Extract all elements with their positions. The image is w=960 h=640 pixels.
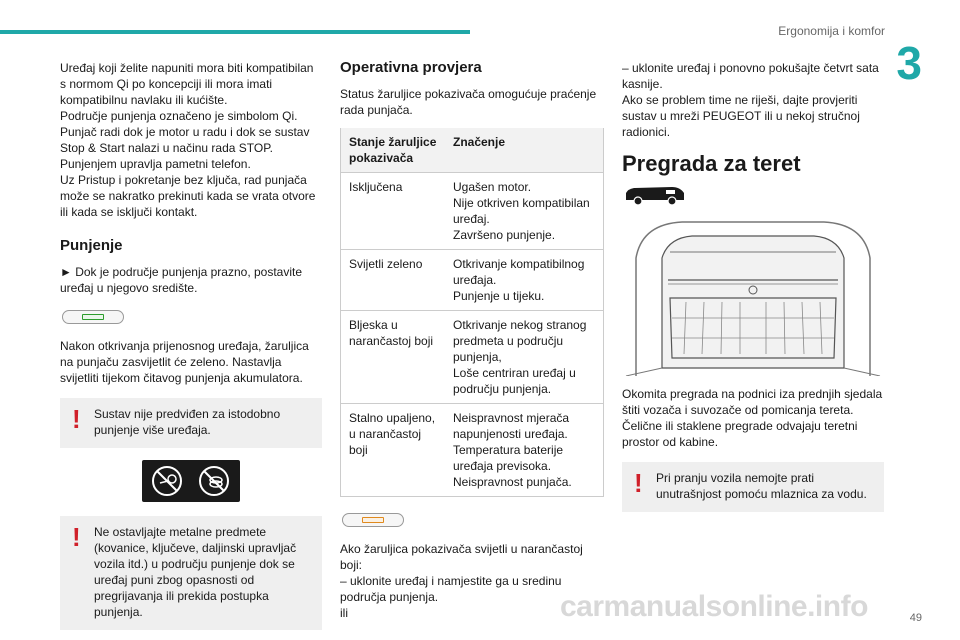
no-metal-objects-pictogram <box>142 460 240 502</box>
table-cell-state: Stalno upaljeno, u narančastoj boji <box>341 404 445 497</box>
status-table <box>341 128 603 496</box>
warning-box-3 <box>622 462 884 512</box>
warning-text-2: Ne ostavljajte metalne predmete (kovanice, ključeve, daljinski upravljač vozila itd.) u području punjenje dok se uređaj puni zbog opasnosti od pregrijavanja ili prekida postupka punjenja. <box>94 525 297 619</box>
exclamation-mark-icon: ! <box>72 522 81 552</box>
no-coins-icon <box>200 467 228 495</box>
warning-text-3: Pri pranju vozila nemojte prati unutrašnjost pomoću mlaznica za vodu. <box>656 471 867 501</box>
orange-led-text: Ako žaruljica pokazivača svijetli u narančastoj boji: – uklonite uređaj i namjestite ga u sredinu područja punjenja. ili <box>340 542 583 620</box>
led-orange-indicator <box>362 517 384 523</box>
check-intro: Status žaruljice pokazivača omogućuje praćenje rada punjača. <box>340 87 597 117</box>
table-row <box>341 404 603 497</box>
table-header-row <box>341 128 603 173</box>
table-cell-meaning: Ugašen motor. Nije otkriven kompatibilan uređaj. Završeno punjenje. <box>445 173 603 250</box>
step-text: ► Dok je područje punjenja prazno, postavite uređaj u njegovo središte. <box>60 265 303 295</box>
cargo-partition-illustration <box>622 218 884 376</box>
charging-pad-icon <box>342 513 404 527</box>
chapter-number: 3 <box>896 37 922 89</box>
heading-operational-check: Operativna provjera <box>340 59 482 76</box>
table-cell-state: Isključena <box>341 173 445 250</box>
retry-text: – uklonite uređaj i ponovno pokušajte četvrt sata kasnije. Ako se problem time ne riješi, dajte provjeriti sustav u mreži PEUGEOT ili u nekoj stručnoj radionici. <box>622 61 879 139</box>
table-cell-meaning: Otkrivanje nekog stranog predmeta u području punjenja, Loše centriran uređaj u području punjenja. <box>445 311 603 404</box>
charging-pad-icon <box>62 310 124 324</box>
warning-text-1: Sustav nije predviđen za istodobno punjenje više uređaja. <box>94 407 281 437</box>
table-cell-state: Bljeska u narančastoj boji <box>341 311 445 404</box>
table-cell-meaning: Otkrivanje kompatibilnog uređaja. Punjenje u tijeku. <box>445 250 603 311</box>
watermark: carmanualsonline.info <box>560 590 868 623</box>
exclamation-mark-icon: ! <box>634 468 643 498</box>
table-row <box>341 311 603 404</box>
table-cell-meaning: Neispravnost mjerača napunjenosti uređaja. Temperatura baterije uređaja previsoka. Neispravnost punjača. <box>445 404 603 497</box>
van-icon <box>622 184 688 206</box>
led-green-text: Nakon otkrivanja prijenosnog uređaja, žaruljica na punjaču zasvijetlit će zeleno. Nastavlja svijetliti tijekom čitavog punjenja akumulatora. <box>60 339 309 385</box>
intro-text: Uređaj koji želite napuniti mora biti kompatibilan s normom Qi po koncepciji ili mora imati kompatibilnu navlaku ili kućište. Područje punjenja označeno je simbolom Qi. Punjač radi dok je motor u radu i dok se sustav Stop & Start nalazi u načinu rada STOP. Punjenjem upravlja pametni telefon. Uz Pristup i pokretanje bez ključa, rad punjača može se nakratko prekinuti kada se vrata otvore ili kada se isključi kontakt. <box>60 61 316 219</box>
header-accent-bar <box>0 30 470 34</box>
table-header-meaning: Značenje <box>445 128 603 173</box>
no-keys-icon <box>153 467 181 495</box>
table-header-state: Stanje žaruljice pokazivača <box>341 128 445 173</box>
partition-body: Okomita pregrada na podnici iza prednjih sjedala štiti vozača i suvozače od pomicanja tereta. Čelične ili staklene pregrade odvajaju teretni prostor od kabine. <box>622 387 883 449</box>
column-2 <box>340 60 604 621</box>
warning-box-1 <box>60 398 322 448</box>
heading-load-partition: Pregrada za teret <box>622 151 801 176</box>
led-green-indicator <box>82 314 104 320</box>
table-row <box>341 173 603 250</box>
status-table-wrap <box>340 128 604 497</box>
column-1 <box>60 60 322 640</box>
warning-box-2 <box>60 516 322 630</box>
page-number: 49 <box>909 612 922 624</box>
column-3 <box>622 60 884 524</box>
table-row <box>341 250 603 311</box>
exclamation-mark-icon: ! <box>72 404 81 434</box>
section-title: Ergonomija i komfor <box>778 24 885 38</box>
table-cell-state: Svijetli zeleno <box>341 250 445 311</box>
heading-charging: Punjenje <box>60 237 123 254</box>
